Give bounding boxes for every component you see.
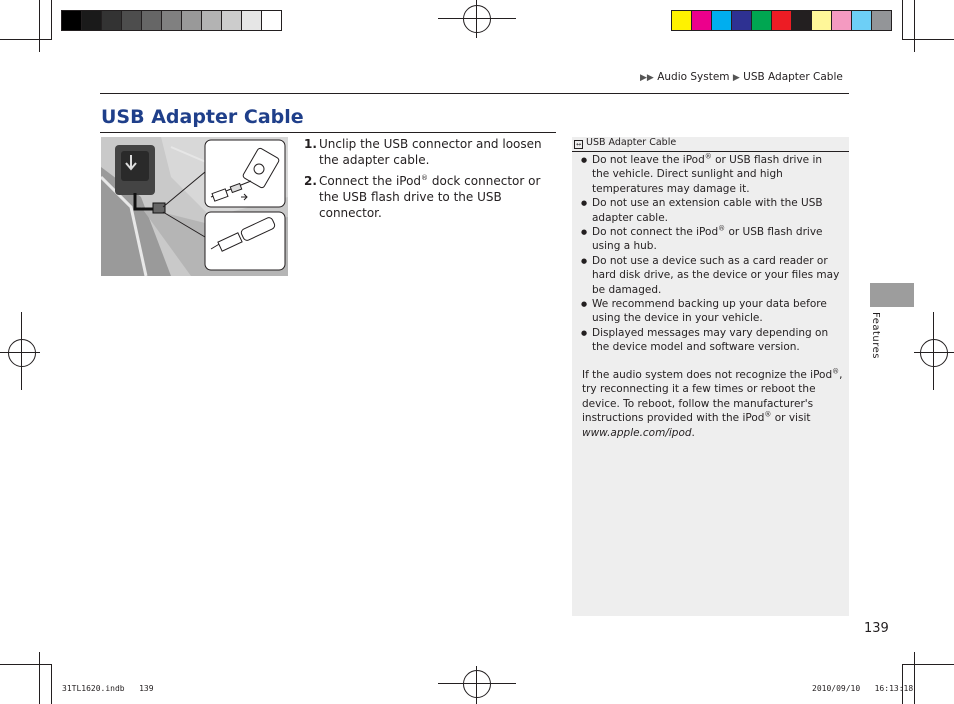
breadcrumb-section: Audio System — [657, 71, 730, 83]
registered-mark: ® — [718, 224, 726, 233]
para-text-cont: or visit — [771, 412, 811, 425]
color-swatch — [142, 11, 162, 30]
color-swatch — [222, 11, 242, 30]
list-item — [580, 153, 842, 196]
section-tab-label: Features — [870, 312, 881, 359]
sidebar-heading-text: USB Adapter Cable — [586, 137, 677, 148]
para-text-cont: , try reconnecting it a few times or reboot the device. To reboot, follow the manufacturer's instructions provided with the iPod — [582, 369, 843, 425]
print-slug-date: 2010/09/10 16:13:18 — [812, 684, 914, 693]
color-swatch — [242, 11, 262, 30]
sidebar-note-list — [580, 153, 842, 355]
color-swatch — [102, 11, 122, 30]
para-text: If the audio system does not recognize the iPod — [582, 369, 833, 381]
color-swatch — [62, 11, 82, 30]
list-item — [580, 326, 842, 355]
breadcrumb-arrows: ▶▶ — [640, 73, 654, 83]
breadcrumb-separator: ▶ — [732, 73, 740, 83]
step-2 — [304, 173, 554, 221]
page-title: USB Adapter Cable — [101, 106, 304, 128]
color-swatch — [122, 11, 142, 30]
step-text: Unclip the USB connector and loosen the adapter cable. — [319, 137, 542, 167]
color-swatch — [82, 11, 102, 30]
sidebar-paragraph — [582, 368, 844, 440]
note-text: Do not leave the iPod — [592, 154, 705, 166]
grayscale-color-bar — [61, 10, 282, 31]
usb-connector-illustration — [101, 137, 288, 276]
breadcrumb-current: USB Adapter Cable — [743, 71, 843, 83]
note-icon: ↔ — [575, 141, 582, 148]
note-text-cont: or USB flash drive in the vehicle. Direct sunlight and high temperatures may damage it. — [592, 154, 823, 195]
para-text-end: . — [691, 426, 695, 439]
note-text: We recommend backing up your data before using the device in your vehicle. — [592, 298, 827, 325]
sidebar-heading — [572, 137, 849, 152]
color-swatch — [832, 11, 852, 30]
process-color-bar — [671, 10, 892, 31]
registered-mark: ® — [421, 174, 429, 182]
color-swatch — [202, 11, 222, 30]
note-text: Do not connect the iPod — [592, 226, 719, 239]
color-swatch — [872, 11, 891, 30]
step-number: 2. — [304, 174, 317, 188]
registered-mark: ® — [764, 410, 772, 419]
list-item — [580, 196, 842, 225]
color-swatch — [792, 11, 812, 30]
header-rule — [100, 93, 849, 94]
color-swatch — [732, 11, 752, 30]
color-swatch — [262, 11, 281, 30]
note-text: Do not use a device such as a card reader or hard disk drive, as the device or your files may be damaged. — [592, 254, 840, 296]
note-text: Do not use an extension cable with the USB adapter cable. — [592, 197, 823, 224]
color-swatch — [672, 11, 692, 30]
color-swatch — [692, 11, 712, 30]
color-swatch — [712, 11, 732, 30]
color-swatch — [812, 11, 832, 30]
color-swatch — [752, 11, 772, 30]
page-number: 139 — [864, 621, 889, 636]
registered-mark: ® — [704, 152, 712, 161]
list-item — [580, 254, 842, 297]
step-1 — [304, 136, 554, 168]
color-swatch — [852, 11, 872, 30]
step-number: 1. — [304, 137, 317, 151]
color-swatch — [162, 11, 182, 30]
step-text-cont: dock connector or the USB flash drive to the USB connector. — [319, 174, 541, 220]
step-text: Connect the iPod — [319, 174, 422, 188]
section-tab-marker — [870, 283, 914, 307]
print-slug-file: 31TL1620.indb 139 — [62, 684, 154, 693]
apple-ipod-link: www.apple.com/ipod — [582, 426, 692, 439]
list-item — [580, 225, 842, 254]
color-swatch — [182, 11, 202, 30]
instruction-steps — [304, 136, 554, 226]
breadcrumb — [640, 71, 843, 83]
note-text-cont: or USB flash drive using a hub. — [592, 226, 823, 253]
note-text: Displayed messages may vary depending on the device model and software version. — [592, 326, 829, 354]
color-swatch — [772, 11, 792, 30]
registered-mark: ® — [832, 367, 840, 376]
title-rule — [100, 132, 556, 133]
console-drawing — [101, 137, 288, 276]
list-item — [580, 297, 842, 326]
